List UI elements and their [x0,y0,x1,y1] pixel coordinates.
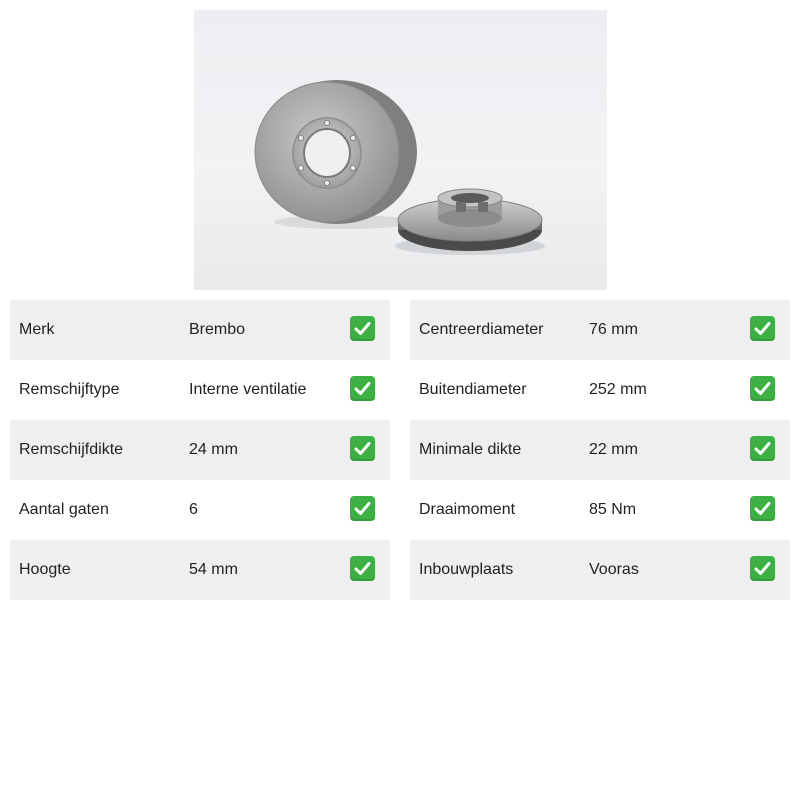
check-mark-icon [750,376,775,401]
spec-value: 22 mm [589,441,638,458]
spec-label: Hoogte [19,561,71,578]
check-mark-icon [750,556,775,581]
spec-row-centreerdiameter [410,300,790,360]
spec-label: Draaimoment [419,501,516,518]
spec-row-remschijftype [10,360,390,420]
product-image [194,10,607,290]
spec-label: Aantal gaten [19,501,109,518]
check-mark-icon [350,436,375,461]
spec-label: Remschijftype [19,381,120,398]
check-mark-icon [750,316,775,341]
spec-value: 54 mm [189,561,238,578]
check-mark-icon [350,316,375,341]
check-mark-icon [750,496,775,521]
spec-row-merk [10,300,390,360]
brake-disc-photo [194,10,607,290]
spec-row-draaimoment [410,480,790,540]
check-mark-icon [750,436,775,461]
spec-label: Minimale dikte [419,441,522,458]
spec-row-minimale-dikte [410,420,790,480]
spec-value: 85 Nm [589,501,637,518]
spec-row-inbouwplaats [410,540,790,600]
spec-row-remschijfdikte [10,420,390,480]
spec-value: 252 mm [589,381,647,398]
spec-label: Remschijfdikte [19,441,124,458]
spec-table-right [410,300,790,600]
spec-table-left [10,300,390,600]
check-mark-icon [350,556,375,581]
spec-value: 76 mm [589,321,638,338]
check-mark-icon [350,376,375,401]
spec-value: 6 [189,501,198,518]
spec-label: Centreerdiameter [419,321,544,338]
spec-row-aantal-gaten [10,480,390,540]
spec-label: Merk [19,321,55,338]
spec-value: 24 mm [189,441,238,458]
spec-value: Vooras [589,561,639,578]
spec-label: Buitendiameter [419,381,527,398]
spec-value: Interne ventilatie [189,381,307,398]
spec-label: Inbouwplaats [419,561,514,578]
check-mark-icon [350,496,375,521]
spec-row-buitendiameter [410,360,790,420]
spec-value: Brembo [189,321,246,338]
spec-row-hoogte [10,540,390,600]
